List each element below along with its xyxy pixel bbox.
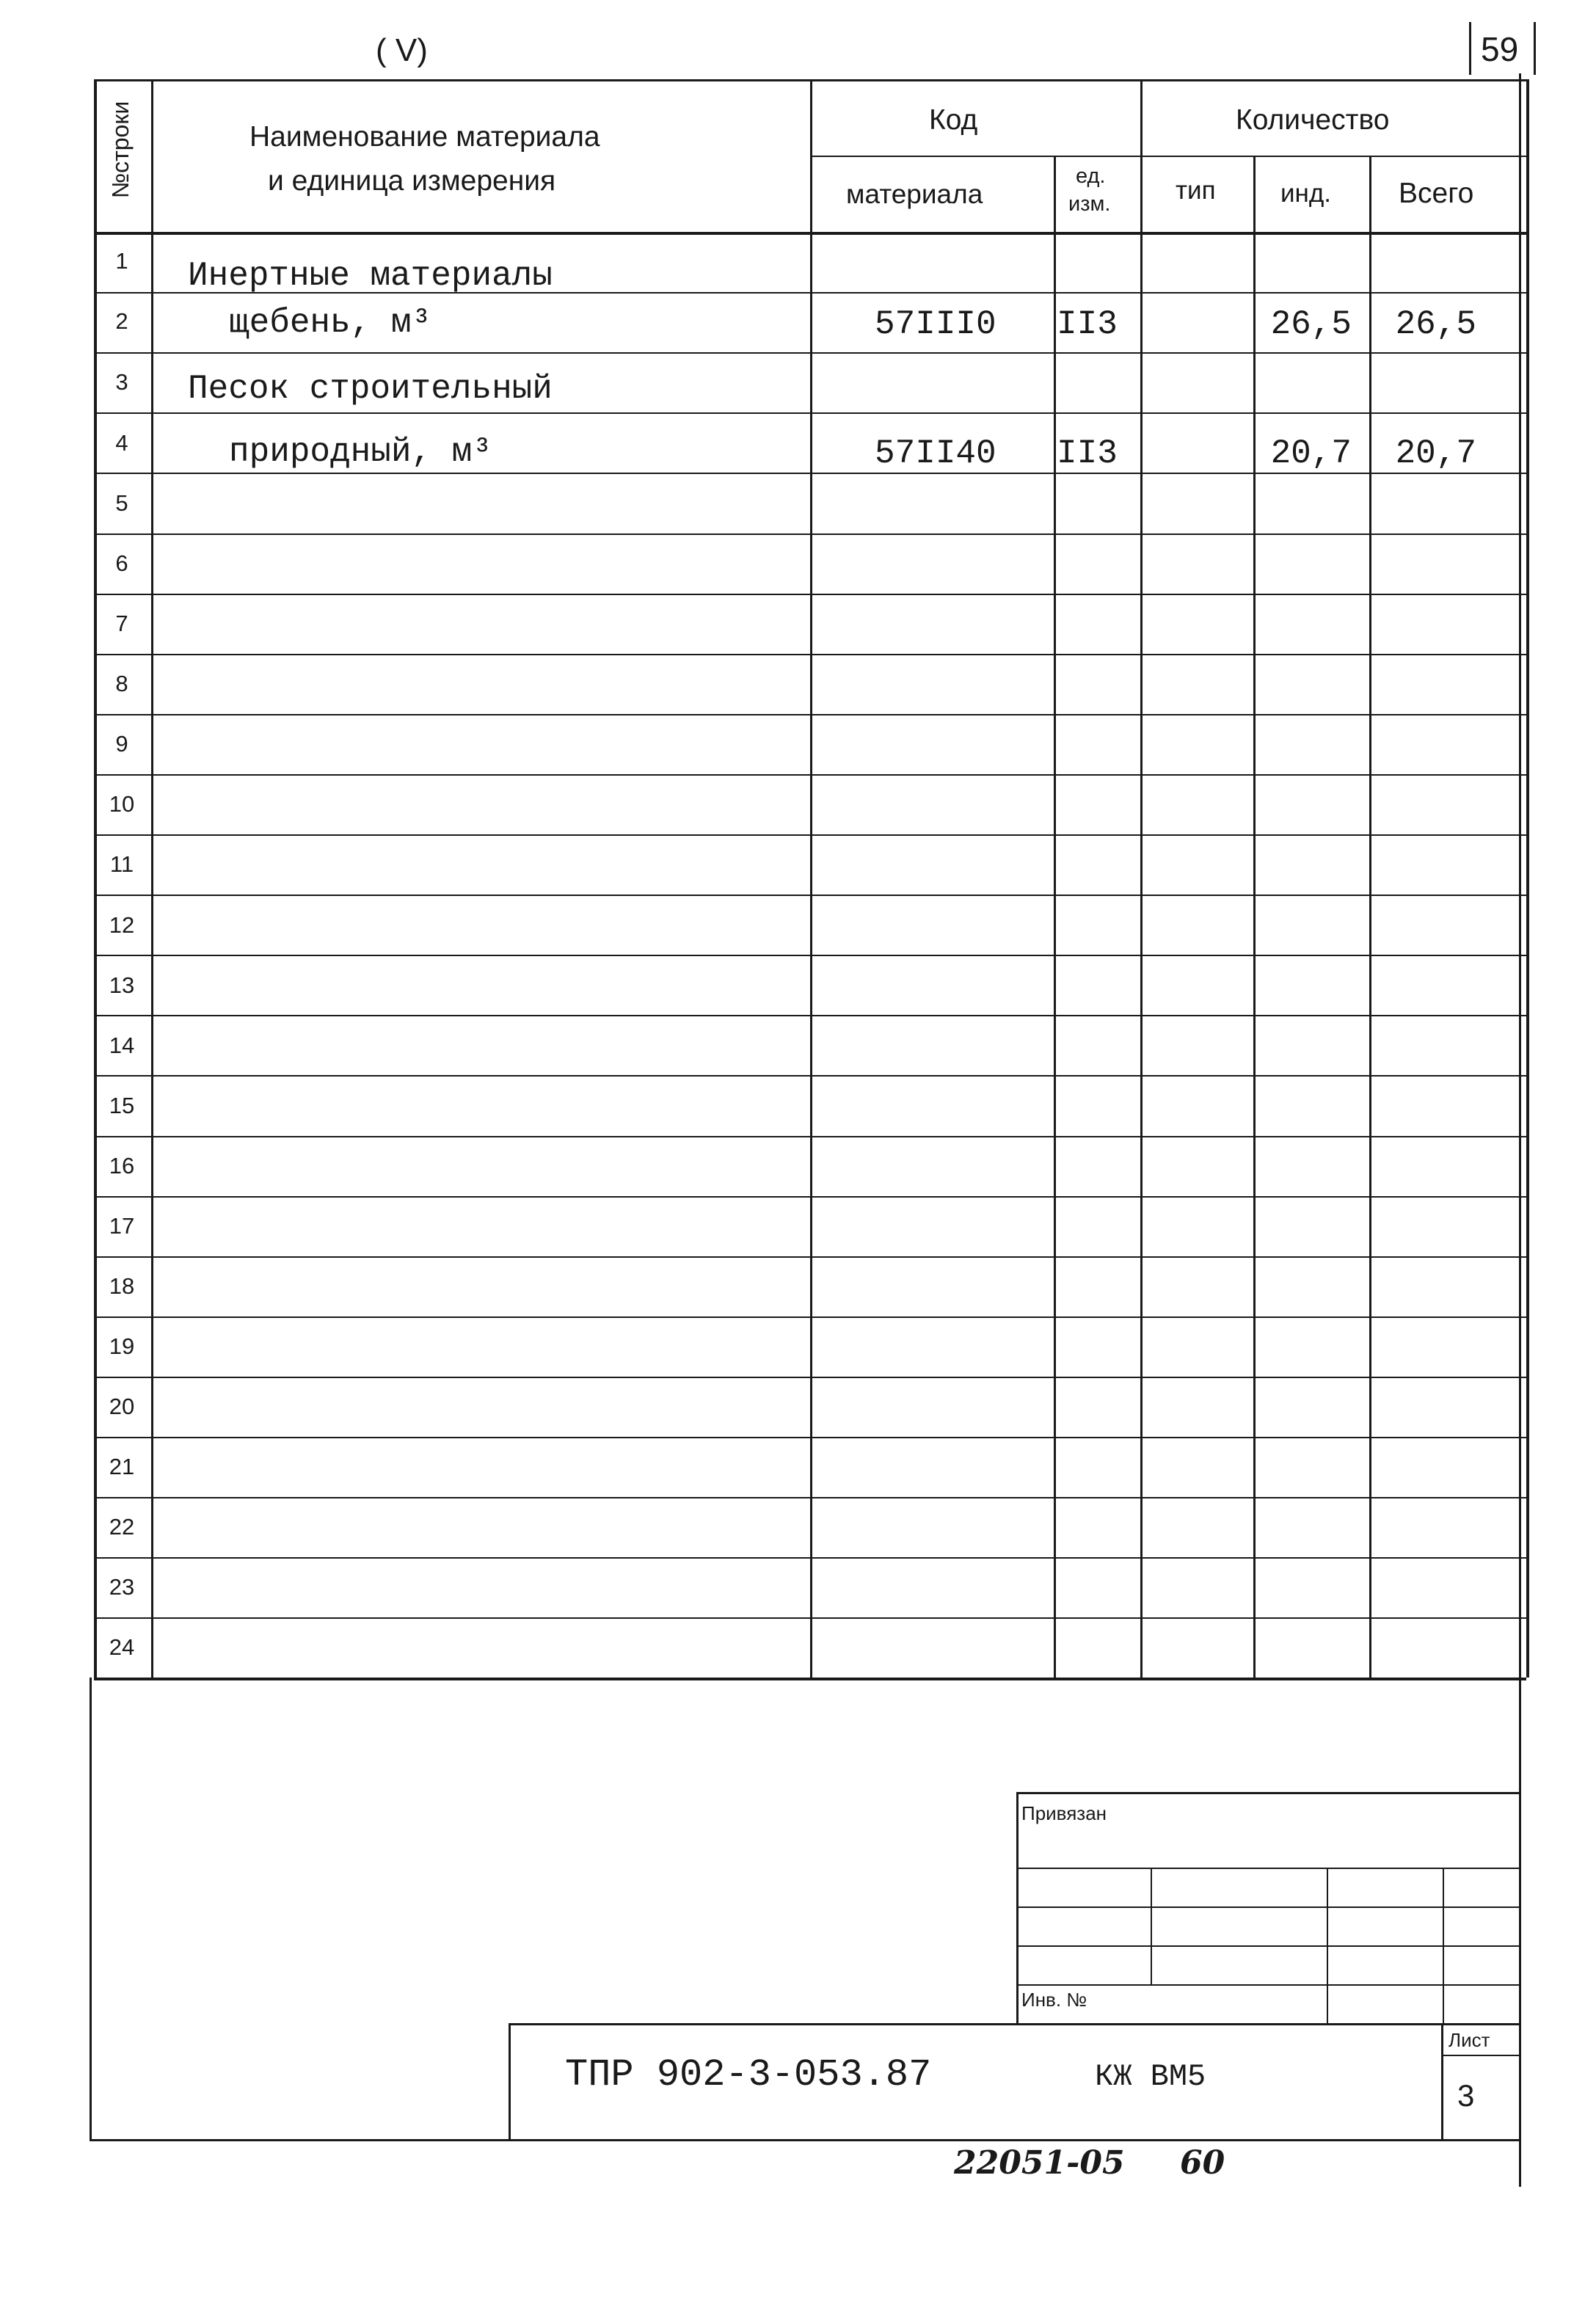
total-header: Всего [1399, 178, 1474, 209]
row-number: 19 [109, 1333, 135, 1359]
material-name: природный, м³ [229, 433, 492, 471]
row-number: 13 [109, 972, 135, 998]
row-number: 15 [109, 1093, 135, 1118]
section-code: КЖ ВМ5 [1095, 2059, 1206, 2094]
row-line [94, 895, 1526, 896]
row-number: 5 [115, 490, 128, 516]
row-line [94, 1015, 1526, 1016]
frame-bottom [90, 2139, 1520, 2141]
material-name: Песок строительный [188, 370, 553, 408]
page-number-box-right [1534, 22, 1536, 75]
type-header: тип [1176, 176, 1216, 205]
unit-header-line1: ед. [1076, 164, 1106, 188]
unit-code: II3 [1057, 305, 1118, 343]
row-line [94, 1617, 1526, 1619]
sheet-box-mid [1441, 2055, 1519, 2056]
unit-code: II3 [1057, 434, 1118, 473]
total-qty: 26,5 [1395, 305, 1476, 343]
row-number: 14 [109, 1032, 135, 1058]
row-number-header: №строки [107, 101, 134, 199]
row-line [94, 594, 1526, 595]
designation: ТПР 902-3-053.87 [565, 2053, 932, 2097]
row-line [94, 1437, 1526, 1438]
row-line [94, 473, 1526, 474]
inventory-label: Инв. № [1021, 1989, 1087, 2011]
row-line [94, 834, 1526, 836]
name-header-line1: Наименование материала [249, 121, 600, 153]
row-number: 21 [109, 1454, 135, 1479]
page-number: 59 [1481, 30, 1519, 68]
table-border-bottom [94, 1678, 1526, 1680]
material-code: 57III0 [875, 305, 996, 343]
individual-header: инд. [1280, 179, 1332, 208]
individual-qty: 26,5 [1270, 305, 1352, 343]
row-line [94, 1075, 1526, 1077]
table-border-right [1526, 79, 1529, 1678]
row-line [94, 1377, 1526, 1378]
row-line [94, 1136, 1526, 1137]
material-name: Инертные материалы [188, 257, 553, 295]
col-line-ind [1369, 156, 1371, 1678]
row-line [94, 1196, 1526, 1198]
row-number: 8 [115, 671, 128, 696]
row-number: 16 [109, 1153, 135, 1179]
unit-header-line2: изм. [1068, 192, 1111, 216]
row-line [94, 1256, 1526, 1258]
row-number: 17 [109, 1213, 135, 1239]
row-line [94, 1557, 1526, 1559]
material-code-header: материала [846, 179, 983, 209]
main-stamp-top [509, 2023, 1519, 2025]
bound-label: Привязан [1021, 1802, 1107, 1824]
page-number-box-left [1469, 22, 1471, 75]
material-name: щебень, м³ [229, 304, 432, 342]
row-number: 11 [109, 851, 134, 877]
frame-right [1519, 73, 1521, 2187]
row-line [94, 654, 1526, 655]
material-code: 57II40 [875, 434, 996, 473]
row-number: 18 [109, 1273, 135, 1299]
row-number: 12 [109, 912, 135, 938]
stamp-left-upper [1016, 1792, 1019, 2025]
stamp-top [1016, 1792, 1519, 1794]
header-sub-line [810, 156, 1526, 157]
row-number: 20 [109, 1394, 135, 1419]
row-number: 3 [115, 369, 128, 395]
row-number: 24 [109, 1634, 135, 1660]
row-line [94, 533, 1526, 535]
corner-mark: ( V) [376, 32, 428, 68]
handwritten-code: 22051-05 [954, 2144, 1125, 2182]
row-line [94, 412, 1526, 414]
handwritten-number: 60 [1180, 2144, 1225, 2182]
quantity-header: Количество [1236, 104, 1390, 136]
row-number: 4 [115, 430, 128, 456]
frame-left [90, 1678, 92, 2139]
name-header-line2: и единица измерения [268, 165, 556, 197]
row-number: 7 [115, 611, 128, 636]
row-line [94, 714, 1526, 715]
row-number: 22 [109, 1514, 135, 1540]
row-line [94, 955, 1526, 956]
main-stamp-left [509, 2023, 511, 2139]
row-number: 10 [109, 791, 135, 817]
stamp-v1 [1151, 1868, 1152, 1984]
row-line [94, 352, 1526, 354]
stamp-v2 [1327, 1868, 1328, 2023]
row-number: 2 [115, 308, 128, 334]
individual-qty: 20,7 [1270, 434, 1352, 473]
row-number: 6 [115, 550, 128, 576]
row-number: 9 [115, 731, 128, 757]
row-number: 23 [109, 1574, 135, 1600]
col-line-unit [1054, 156, 1056, 1678]
total-qty: 20,7 [1395, 434, 1476, 473]
row-line [94, 1316, 1526, 1318]
stamp-v3 [1443, 1868, 1444, 2023]
col-line-type [1253, 156, 1256, 1678]
sheet-number: 3 [1457, 2078, 1475, 2113]
row-line [94, 774, 1526, 776]
code-header: Код [929, 104, 978, 136]
sheet-box-left [1441, 2023, 1443, 2139]
row-line [94, 1497, 1526, 1498]
row-number: 1 [115, 248, 128, 274]
sheet-label: Лист [1449, 2029, 1490, 2051]
